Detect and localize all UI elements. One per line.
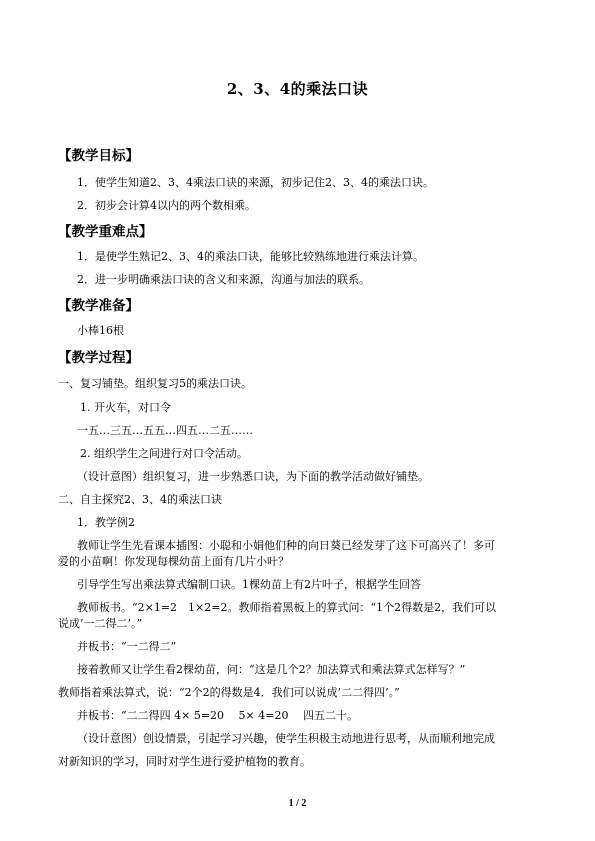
heading-process: 【教学过程】 <box>58 350 139 366</box>
heading-goals: 【教学目标】 <box>58 148 139 164</box>
process-line: 并板书：“一二得二” <box>77 640 177 653</box>
process-line: 1. 开火车，对口令 <box>80 401 171 414</box>
process-line: 一、复习铺垫。组织复习5的乘法口诀。 <box>58 377 252 390</box>
heading-preparation: 【教学准备】 <box>58 298 139 314</box>
process-line: 一五…三五…五五…四五…二五…… <box>77 424 253 437</box>
page-number: 1 / 2 <box>288 798 307 809</box>
process-line: 接着教师又让学生看2棵幼苗，问：“这是几个2？加法算式和乘法算式怎样写？” <box>77 663 466 676</box>
process-line: 教师指着乘法算式，说：“2个2的得数是4．我们可以说成’二二得四’。” <box>58 686 400 699</box>
process-line: 说成’一二得二’。” <box>58 617 143 630</box>
process-line: 对新知识的学习，同时对学生进行爱护植物的教育。 <box>58 755 311 768</box>
process-line: 1．教学例2 <box>77 516 135 529</box>
heading-key-points: 【教学重难点】 <box>58 224 153 240</box>
process-line: （设计意图）创设情景，引起学习兴趣，使学生积极主动地进行思考，从而顺利地完成 <box>77 732 495 745</box>
process-line: 教师板书。“2×1=2 1×2=2。教师指着黑板上的算式问：“1个2得数是2，我们可以 <box>77 601 497 614</box>
key-item-2: 2．进一步明确乘法口诀的含义和来源，沟通与加法的联系。 <box>77 273 370 286</box>
process-line: 并板书：“二二得四 4× 5=20 5× 4=20 四五二十。 <box>77 709 358 722</box>
process-line: 引导学生写出乘法算式编制口诀。1棵幼苗上有2片叶子，根据学生回答 <box>77 578 421 591</box>
process-line: 教师让学生先看课本插图：小聪和小娟他们种的向日葵已经发芽了这下可高兴了！多可 <box>77 539 495 552</box>
process-line: 二、自主探究2、3、4的乘法口诀 <box>58 493 222 506</box>
goal-item-2: 2．初步会计算4以内的两个数相乘。 <box>77 199 256 212</box>
goal-item-1: 1．使学生知道2、3、4乘法口诀的来源，初步记住2、3、4的乘法口诀。 <box>77 176 434 189</box>
process-line: 爱的小苗啊！你发现每棵幼苗上面有几片小叶？ <box>58 555 289 568</box>
key-item-1: 1．是使学生熟记2、3、4的乘法口诀，能够比较熟练地进行乘法计算。 <box>77 250 424 263</box>
prep-item-1: 小棒16根 <box>77 324 124 337</box>
process-line: （设计意图）组织复习，进一步熟悉口诀，为下面的教学活动做好铺垫。 <box>77 470 429 483</box>
page-title: 2、3、4的乘法口诀 <box>226 80 369 98</box>
process-line: 2. 组织学生之间进行对口令活动。 <box>80 447 248 460</box>
